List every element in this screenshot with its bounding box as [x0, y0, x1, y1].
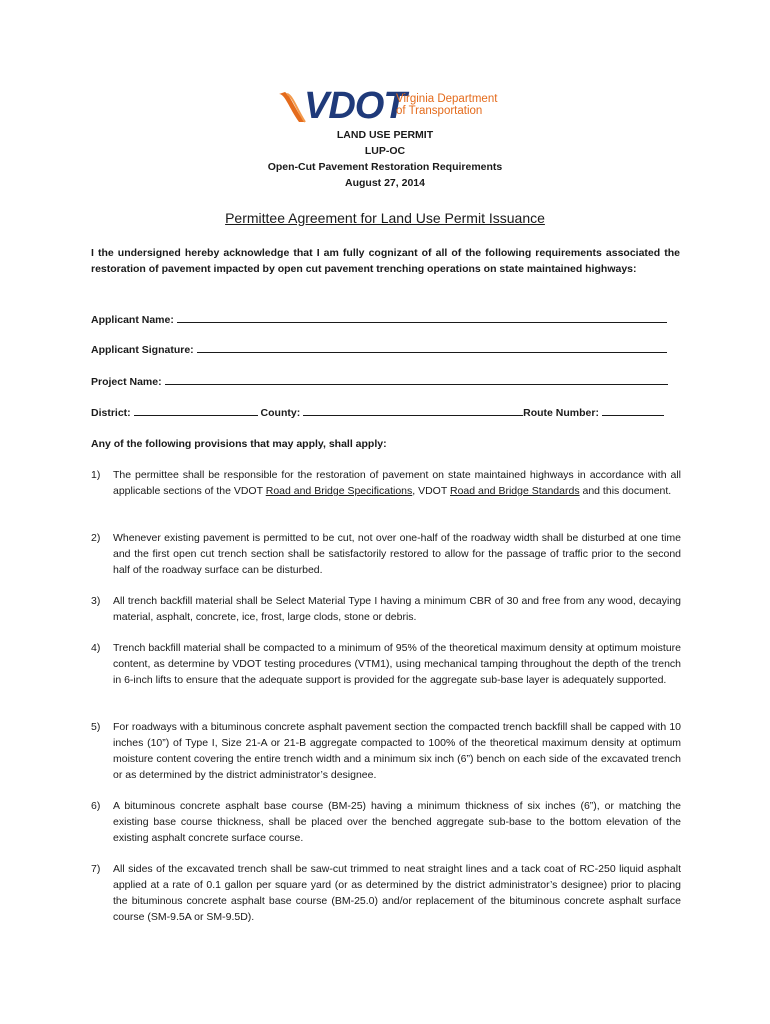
- project-name-label: Project Name:: [91, 376, 162, 388]
- applicant-signature-line[interactable]: [197, 341, 667, 353]
- intro-paragraph: I the undersigned hereby acknowledge that I am fully cognizant of all of the following requirements associated the restoration of pavement impacted by open cut pavement trenching operations on state maintained highways:: [91, 247, 680, 275]
- header-line4: August 27, 2014: [345, 177, 425, 189]
- county-label: County:: [260, 407, 301, 419]
- provision-number: 5): [91, 721, 101, 733]
- provision-text: Whenever existing pavement is permitted to be cut, not over one-half of the roadway width shall be disturbed at one time and the first open cut trench section shall be satisfactorily restored to allow for the passage of traffic prior to the second half of the roadway surface can be disturbed.: [113, 532, 681, 576]
- provision-text: For roadways with a bituminous concrete asphalt pavement section the compacted trench backfill shall be capped with 10 inches (10”) of Type I, Size 21-A or 21-B aggregate compacted to 100% of the theoretical maximum density at optimum moisture content covering the entire trench width and a minimum six inch (6”) bench on each side of the excavated trench or as determined by the district administrator’s designee.: [113, 721, 681, 781]
- provision-number: 4): [91, 642, 101, 654]
- header-line3: Open-Cut Pavement Restoration Requirements: [267, 161, 503, 173]
- provision-text-part: The permittee shall be responsible for the restoration of pavement on state maintained highways in accordance with all applicable sections of the VDOT: [113, 469, 681, 497]
- provisions-heading: Any of the following provisions that may apply, shall apply:: [91, 438, 387, 450]
- vdot-logo: [277, 85, 502, 128]
- provision-text: All trench backfill material shall be Select Material Type I having a minimum CBR of 30 and free from any wood, decaying material, asphalt, concrete, ice, frost, large clods, stone or debris.: [113, 595, 681, 623]
- provision-item-6: [91, 798, 681, 846]
- header-line2: LUP-OC: [364, 145, 406, 157]
- provision-number: 7): [91, 863, 101, 875]
- applicant-signature-label: Applicant Signature:: [91, 344, 194, 356]
- header-line1: LAND USE PERMIT: [336, 129, 434, 141]
- provision-item-4: [91, 640, 681, 688]
- vdot-subtitle: [396, 93, 497, 117]
- provision-text: [113, 467, 681, 499]
- provision-text-part: , VDOT: [412, 485, 450, 497]
- provision-number: 3): [91, 595, 101, 607]
- applicant-name-label: Applicant Name:: [91, 314, 174, 326]
- provision-item-3: [91, 593, 681, 625]
- provision-text: Trench backfill material shall be compacted to a minimum of 95% of the theoretical maximum density at optimum moisture content, as determine by VDOT testing procedures (VTM1), using mechanical tamping throughout the depth of the trench in 6-inch lifts to ensure that the adequate support is provided for the aggregate sub-base layer is adequately supported.: [113, 642, 681, 686]
- road-bridge-specifications-link[interactable]: Road and Bridge Specifications: [265, 485, 413, 497]
- provision-item-2: [91, 530, 681, 578]
- provision-text: A bituminous concrete asphalt base course (BM-25) having a minimum thickness of six inches (6”), or matching the existing base course thickness, shall be placed over the benched aggregate sub-base to the bottom elevation of the existing asphalt concrete surface course.: [113, 800, 681, 844]
- provision-number: 1): [91, 469, 101, 481]
- applicant-name-field[interactable]: [91, 311, 681, 328]
- provision-text: All sides of the excavated trench shall be saw-cut trimmed to neat straight lines and a tack coat of RC-250 liquid asphalt applied at a rate of 0.1 gallon per square yard (or as determined by the district administrator’s designee) prior to placing the bituminous concrete asphalt base course (BM-25.0) and/or replacement of the bituminous concrete asphalt surface course (SM-9.5A or SM-9.5D).: [113, 863, 681, 923]
- vdot-subtitle-line2: of Transportation: [396, 105, 483, 117]
- district-county-route-row: [91, 404, 681, 421]
- provision-text-part: and this document.: [579, 485, 672, 497]
- district-label: District:: [91, 407, 131, 419]
- project-name-field[interactable]: [91, 373, 681, 390]
- road-bridge-standards-link[interactable]: Road and Bridge Standards: [449, 485, 580, 497]
- document-header: [0, 127, 770, 191]
- provision-item-7: [91, 861, 681, 925]
- provision-number: 6): [91, 800, 101, 812]
- project-name-line[interactable]: [165, 373, 668, 385]
- district-line[interactable]: [134, 404, 258, 416]
- route-number-label: Route Number:: [523, 407, 599, 419]
- applicant-signature-field[interactable]: [91, 341, 681, 358]
- document-title: Permittee Agreement for Land Use Permit Issuance: [225, 210, 545, 226]
- vdot-subtitle-line1: Virginia Department: [396, 93, 498, 105]
- vdot-wordmark: VDOT: [304, 85, 406, 127]
- provision-item-1: [91, 467, 681, 499]
- applicant-name-line[interactable]: [177, 311, 667, 323]
- route-number-line[interactable]: [602, 404, 664, 416]
- provision-number: 2): [91, 532, 101, 544]
- county-line[interactable]: [303, 404, 523, 416]
- provision-item-5: [91, 719, 681, 783]
